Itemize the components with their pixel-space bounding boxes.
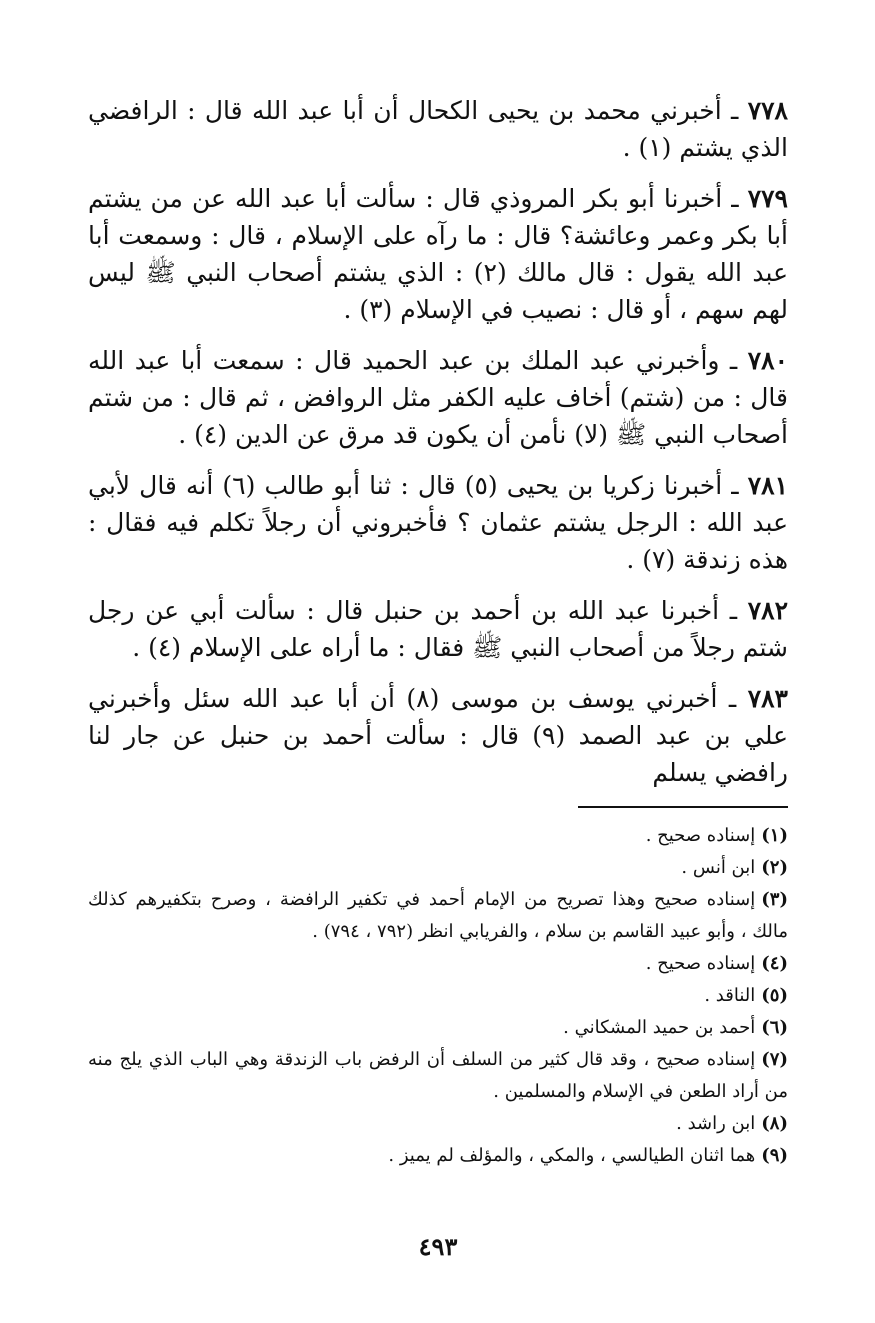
footnote-4 xyxy=(88,948,788,980)
entry-779 xyxy=(88,180,788,328)
footnote-number: (٢) xyxy=(761,857,788,878)
footnote-divider xyxy=(578,806,788,808)
entry-text: ـ أخبرني يوسف بن موسى (٨) أن أبا عبد الله سئل وأخبرني علي بن عبد الصمد (٩) قال : سألت أحمد بن حنبل عن جار لنا رافضي يسلم xyxy=(88,684,789,787)
entry-number: ٧٧٨ xyxy=(747,96,788,125)
entry-number: ٧٨٢ xyxy=(747,596,789,625)
footnote-text: إسناده صحيح ، وقد قال كثير من السلف أن الرفض باب الزندقة وهي الباب الذي يلج منه من أراد الطعن في الإسلام والمسلمين . xyxy=(88,1049,788,1102)
footnote-text: إسناده صحيح . xyxy=(645,953,756,974)
footnote-text: ابن راشد . xyxy=(676,1113,756,1134)
entry-text: ـ أخبرنا زكريا بن يحيى (٥) قال : ثنا أبو طالب (٦) أنه قال لأبي عبد الله : الرجل يشتم عثمان ؟ فأخبروني أن رجلاً تكلم فيه فقال : هذه زندقة (٧) . xyxy=(88,471,788,574)
footnote-1 xyxy=(88,820,788,852)
entry-782 xyxy=(88,592,788,666)
entry-text: ـ أخبرني محمد بن يحيى الكحال أن أبا عبد الله قال : الرافضي الذي يشتم (١) . xyxy=(88,96,788,162)
entry-number: ٧٧٩ xyxy=(747,184,788,213)
footnote-text: ابن أنس . xyxy=(681,857,756,878)
entry-number: ٧٨١ xyxy=(747,471,789,500)
footnote-text: هما اثنان الطيالسي ، والمكي ، والمؤلف لم يميز . xyxy=(388,1145,756,1166)
footnote-number: (٧) xyxy=(761,1049,788,1070)
footnote-number: (٥) xyxy=(761,985,788,1006)
entry-text: ـ أخبرنا أبو بكر المروذي قال : سألت أبا عبد الله عن من يشتم أبا بكر وعمر وعائشة؟ قال : ما رآه على الإسلام ، قال : وسمعت أبا عبد الله يقول : قال مالك (٢) : الذي يشتم أصحاب النبي ﷺ ليس لهم سهم ، أو قال : نصيب في الإسلام (٣) . xyxy=(88,184,788,324)
footnote-7 xyxy=(88,1044,788,1108)
footnote-number: (١) xyxy=(761,825,788,846)
footnote-5 xyxy=(88,980,788,1012)
footnote-text: إسناده صحيح وهذا تصريح من الإمام أحمد في تكفير الرافضة ، وصرح بتكفيرهم كذلك مالك ، وأبو عبيد القاسم بن سلام ، والفريابي انظر (٧٩٢ ، ٧٩٤) . xyxy=(88,889,788,942)
entry-text: ـ أخبرنا عبد الله بن أحمد بن حنبل قال : سألت أبي عن رجل شتم رجلاً من أصحاب النبي ﷺ فقال : ما أراه على الإسلام (٤) . xyxy=(88,596,788,662)
main-text xyxy=(88,92,788,805)
entry-781 xyxy=(88,467,788,578)
footnote-number: (٤) xyxy=(761,953,788,974)
footnote-9 xyxy=(88,1140,788,1172)
footnote-text: إسناده صحيح . xyxy=(645,825,756,846)
footnote-8 xyxy=(88,1108,788,1140)
footnote-text: الناقد . xyxy=(704,985,756,1006)
entry-number: ٧٨٣ xyxy=(747,684,788,713)
entry-778 xyxy=(88,92,788,166)
footnote-3 xyxy=(88,884,788,948)
entry-number: ٧٨٠ xyxy=(747,346,789,375)
footnote-number: (٩) xyxy=(761,1145,788,1166)
entry-783 xyxy=(88,680,788,791)
entry-780 xyxy=(88,342,788,453)
entry-text: ـ وأخبرني عبد الملك بن عبد الحميد قال : سمعت أبا عبد الله قال : من (شتم) أخاف عليه الكفر مثل الروافض ، ثم قال : من شتم أصحاب النبي ﷺ (لا) نأمن أن يكون قد مرق عن الدين (٤) . xyxy=(88,346,788,449)
book-page xyxy=(88,92,788,1272)
footnote-6 xyxy=(88,1012,788,1044)
footnotes xyxy=(88,820,788,1172)
footnote-text: أحمد بن حميد المشكاني . xyxy=(563,1017,756,1038)
footnote-2 xyxy=(88,852,788,884)
footnote-number: (٣) xyxy=(761,889,788,910)
page-number: ٤٩٣ xyxy=(418,1232,458,1261)
footnote-number: (٦) xyxy=(761,1017,788,1038)
footnote-number: (٨) xyxy=(761,1113,788,1134)
